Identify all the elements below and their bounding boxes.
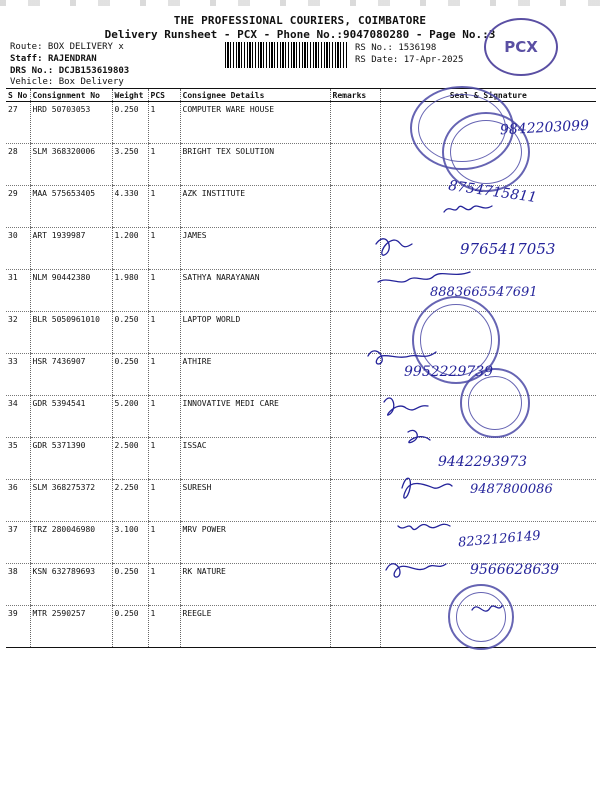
- cell-weight: 0.250: [112, 354, 148, 396]
- col-remarks: Remarks: [330, 89, 380, 102]
- cell-weight: 1.980: [112, 270, 148, 312]
- cell-weight: 4.330: [112, 186, 148, 228]
- cell-sno: 33: [6, 354, 30, 396]
- cell-weight: 0.250: [112, 606, 148, 648]
- vehicle-label: Vehicle: Box Delivery: [10, 77, 124, 87]
- cell-sno: 30: [6, 228, 30, 270]
- cell-weight: 0.250: [112, 102, 148, 144]
- cell-consignment-no: SLM 368320006: [30, 144, 112, 186]
- cell-pcs: 1: [148, 354, 180, 396]
- pcx-stamp: PCX: [484, 18, 558, 76]
- cell-pcs: 1: [148, 102, 180, 144]
- col-consignee: Consignee Details: [180, 89, 330, 102]
- cell-sno: 35: [6, 438, 30, 480]
- cell-consignee: RK NATURE: [180, 564, 330, 606]
- cell-sno: 32: [6, 312, 30, 354]
- cell-pcs: 1: [148, 144, 180, 186]
- signature-mark: [408, 430, 430, 442]
- signature-mark: [386, 564, 446, 577]
- route-label: Route: BOX DELIVERY x: [10, 42, 124, 52]
- cell-weight: 3.100: [112, 522, 148, 564]
- cell-consignee: BRIGHT TEX SOLUTION: [180, 144, 330, 186]
- cell-consignment-no: SLM 368275372: [30, 480, 112, 522]
- cell-consignee: INNOVATIVE MEDI CARE: [180, 396, 330, 438]
- cell-pcs: 1: [148, 270, 180, 312]
- rs-number: RS No.: 1536198: [355, 43, 437, 53]
- signature-mark: [378, 272, 470, 282]
- signature-mark: [472, 606, 502, 611]
- cell-sno: 36: [6, 480, 30, 522]
- cell-consignment-no: GDR 5371390: [30, 438, 112, 480]
- signature-mark: [368, 351, 436, 364]
- cell-pcs: 1: [148, 396, 180, 438]
- cell-pcs: 1: [148, 228, 180, 270]
- signature-mark: [444, 206, 492, 212]
- cell-consignment-no: HSR 7436907: [30, 354, 112, 396]
- drs-number: DRS No.: DCJB153619803: [10, 66, 130, 76]
- cell-weight: 0.250: [112, 564, 148, 606]
- col-signature: Seal & Signature: [380, 89, 596, 102]
- cell-pcs: 1: [148, 186, 180, 228]
- cell-consignee: COMPUTER WARE HOUSE: [180, 102, 330, 144]
- cell-consignee: JAMES: [180, 228, 330, 270]
- handwritten-phone: 9442293973: [438, 454, 528, 470]
- col-weight: Weight: [112, 89, 148, 102]
- cell-sno: 29: [6, 186, 30, 228]
- handwritten-phone: 9487800086: [470, 482, 553, 497]
- cell-weight: 1.200: [112, 228, 148, 270]
- col-pcs: PCS: [148, 89, 180, 102]
- staff-name: RAJENDRAN: [47, 54, 97, 64]
- rs-date: RS Date: 17-Apr-2025: [355, 55, 464, 65]
- cell-consignment-no: KSN 632789693: [30, 564, 112, 606]
- cell-consignment-no: TRZ 280046980: [30, 522, 112, 564]
- cell-pcs: 1: [148, 564, 180, 606]
- cell-weight: 3.250: [112, 144, 148, 186]
- cell-weight: 0.250: [112, 312, 148, 354]
- cell-consignment-no: MTR 2590257: [30, 606, 112, 648]
- handwritten-phone: 8883665547691: [430, 285, 538, 300]
- cell-weight: 2.250: [112, 480, 148, 522]
- handwritten-phone: 9566628639: [470, 562, 560, 578]
- cell-sno: 38: [6, 564, 30, 606]
- cell-weight: 2.500: [112, 438, 148, 480]
- handwritten-phone: 8754715811: [447, 177, 538, 207]
- cell-pcs: 1: [148, 522, 180, 564]
- handwritten-phone: 9952229739: [404, 364, 494, 380]
- cell-consignment-no: NLM 90442380: [30, 270, 112, 312]
- signature-mark: [402, 478, 452, 498]
- cell-sno: 27: [6, 102, 30, 144]
- cell-sno: 37: [6, 522, 30, 564]
- cell-pcs: 1: [148, 606, 180, 648]
- cell-consignment-no: ART 1939987: [30, 228, 112, 270]
- cell-consignment-no: GDR 5394541: [30, 396, 112, 438]
- cell-sno: 34: [6, 396, 30, 438]
- cell-consignment-no: HRD 50703053: [30, 102, 112, 144]
- staff-label: Staff:: [10, 54, 43, 64]
- handwritten-phone: 8232126149: [457, 528, 542, 551]
- cell-consignee: SURESH: [180, 480, 330, 522]
- cell-pcs: 1: [148, 312, 180, 354]
- signature-mark: [376, 239, 412, 255]
- cell-sno: 28: [6, 144, 30, 186]
- cell-consignee: REEGLE: [180, 606, 330, 648]
- handwritten-phone: 9842203099: [499, 117, 590, 139]
- cell-consignee: SATHYA NARAYANAN: [180, 270, 330, 312]
- cell-weight: 5.200: [112, 396, 148, 438]
- cell-consignee: ATHIRE: [180, 354, 330, 396]
- cell-consignee: MRV POWER: [180, 522, 330, 564]
- cell-consignment-no: MAA 575653405: [30, 186, 112, 228]
- cell-consignee: ISSAC: [180, 438, 330, 480]
- cell-sno: 31: [6, 270, 30, 312]
- col-sno: S No: [6, 89, 30, 102]
- signature-mark: [384, 398, 428, 415]
- cell-consignee: LAPTOP WORLD: [180, 312, 330, 354]
- page-subtitle: Delivery Runsheet - PCX - Phone No.:9047080280 - Page No.:3: [104, 28, 496, 41]
- page-title: THE PROFESSIONAL COURIERS, COIMBATORE: [173, 14, 427, 27]
- cell-sno: 39: [6, 606, 30, 648]
- signature-mark: [398, 524, 450, 529]
- handwritten-phone: 9765417053: [460, 240, 556, 258]
- cell-consignment-no: BLR 5050961010: [30, 312, 112, 354]
- cell-consignee: AZK INSTITUTE: [180, 186, 330, 228]
- col-consignment: Consignment No: [30, 89, 112, 102]
- cell-pcs: 1: [148, 438, 180, 480]
- cell-pcs: 1: [148, 480, 180, 522]
